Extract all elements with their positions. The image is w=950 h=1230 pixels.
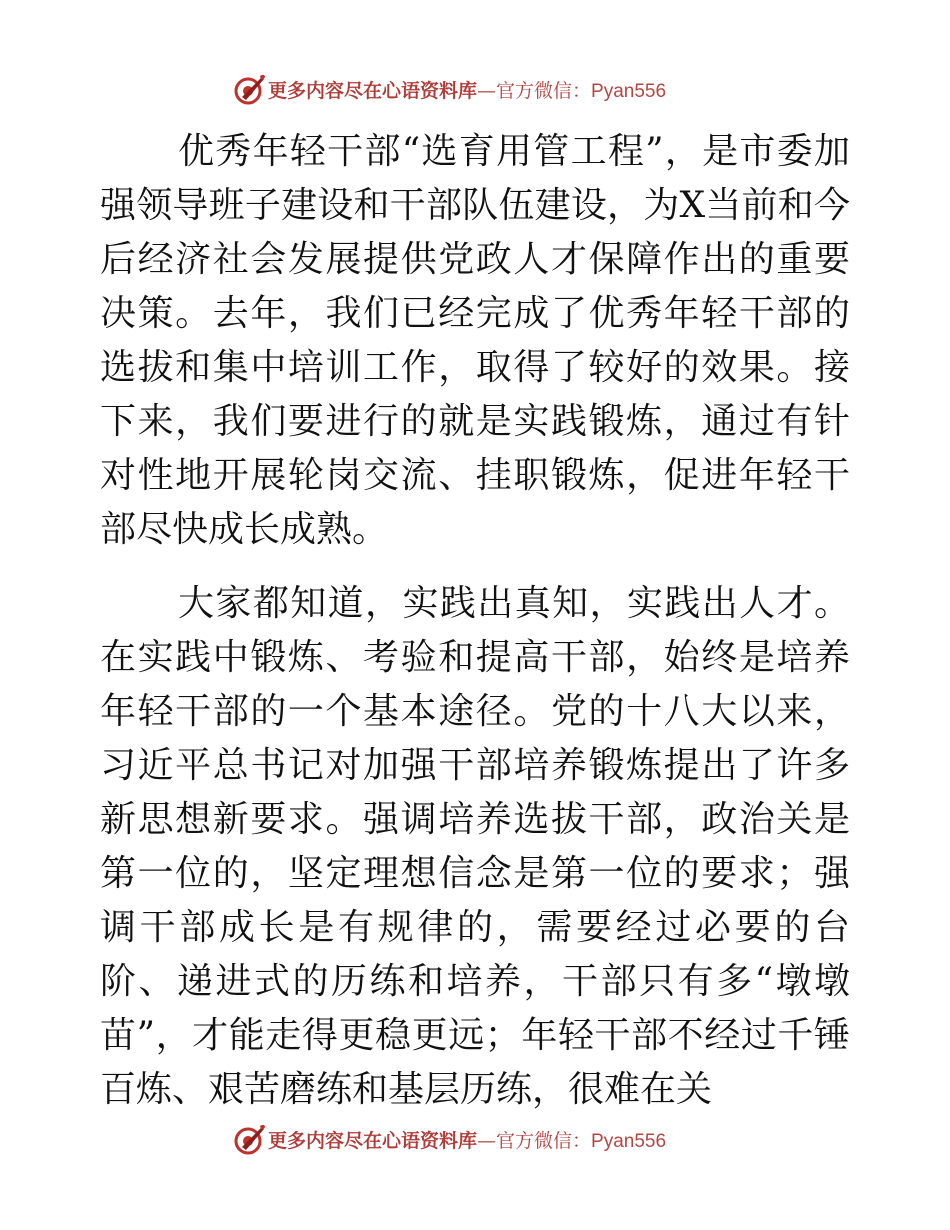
banner-separator: — (477, 80, 497, 102)
banner-wechat-label: 官方微信： (496, 1130, 592, 1152)
banner-text (268, 76, 666, 106)
banner-wechat-id: Pyan556 (591, 1131, 667, 1152)
banner-text (268, 1126, 666, 1156)
quill-pen-circle-logo-icon (232, 1123, 266, 1157)
banner-wechat-label: 官方微信： (496, 80, 592, 102)
banner-separator: — (477, 1130, 497, 1152)
header-banner (0, 70, 950, 110)
footer-banner (0, 1120, 950, 1160)
document-body (100, 125, 850, 1117)
quill-pen-circle-logo-icon (232, 73, 266, 107)
paragraph-1: 优秀年轻干部“选育用管工程”，是市委加强领导班子建设和干部队伍建设，为X当前和今后经济社会发展提供党政人才保障作出的重要决策。去年，我们已经完成了优秀年轻干部的选拔和集中培训工作，取得了较好的效果。接下来，我们要进行的就是实践锻炼，通过有针对性地开展轮岗交流、挂职锻炼，促进年轻干部尽快成长成熟。 (100, 131, 850, 550)
banner-wechat-id: Pyan556 (591, 81, 667, 102)
paragraph-2: 大家都知道，实践出真知，实践出人才。在实践中锻炼、考验和提高干部，始终是培养年轻干部的一个基本途径。党的十八大以来，习近平总书记对加强干部培养锻炼提出了许多新思想新要求。强调培养选拔干部，政治关是第一位的，坚定理想信念是第一位的要求；强调干部成长是有规律的，需要经过必要的台阶、递进式的历练和培养，干部只有多“墩墩苗”，才能走得更稳更远；年轻干部不经过千锤百炼、艰苦磨练和基层历练，很难在关 (100, 583, 850, 1110)
banner-brand: 更多内容尽在心语资料库 (268, 1130, 478, 1152)
banner-brand: 更多内容尽在心语资料库 (268, 80, 478, 102)
